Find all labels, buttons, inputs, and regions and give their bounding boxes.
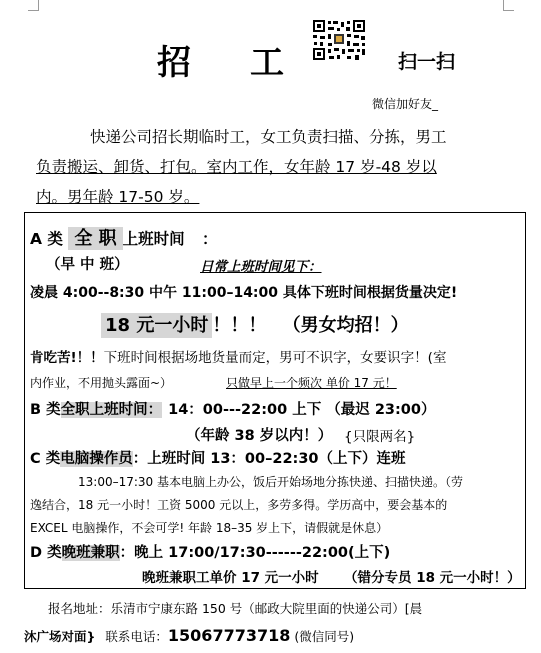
phone-note: (微信同号) [294, 629, 355, 644]
category-c-type: C 类 [30, 451, 61, 467]
phone-number[interactable]: 15067773718 [167, 626, 291, 645]
signup-address-continued: 沐广场对面} [24, 629, 96, 644]
page-corner-mark [503, 0, 514, 11]
category-c-time: ：上班时间 13：00–22:30（上下）连班 [132, 451, 406, 467]
category-a-shift: （早 中 班） [46, 257, 129, 273]
category-b-age: （年龄 38 岁以内！） [186, 428, 333, 444]
category-b-limit: {只限两名} [344, 429, 416, 445]
category-b-label: 全职上班时间： [60, 402, 163, 418]
title-char-2: 工 [250, 43, 286, 83]
category-d-line [30, 541, 390, 562]
category-a-gender: （男女均招！） [282, 315, 409, 336]
category-a-schedule-note: 日常上班时间见下： [200, 259, 322, 275]
category-c-role: 电脑操作员 [60, 451, 133, 467]
contact-line [24, 626, 354, 645]
category-a-pay: 18 元一小时 [101, 313, 212, 338]
intro-line-1: 快递公司招长期临时工，女工负责扫描、分拣，男工 [90, 128, 447, 146]
category-d-rate: 晚班兼职工单价 17 元一小时 [142, 570, 319, 586]
category-a-pay-line [101, 311, 409, 337]
intro-line-2-text: 负责搬运、卸货、打包。室内工作，女年龄 17 岁-48 岁以 [36, 158, 437, 176]
intro-line-2 [36, 152, 437, 182]
phone-label: 联系电话： [105, 629, 168, 644]
wechat-add-friend-note: 微信加好友_ [372, 97, 439, 111]
category-a-fulltime: 全 职 [68, 227, 122, 250]
signup-address: 报名地址：乐清市宁康东路 150 号（邮政大院里面的快递公司）[晨 [48, 601, 423, 616]
scan-label: 扫一扫 [398, 51, 456, 73]
category-a-colon: ： [202, 230, 218, 248]
category-a-detail-line-1 [30, 346, 446, 366]
category-b-line [30, 398, 435, 419]
category-c-line [30, 447, 406, 468]
category-b-type: B 类 [30, 402, 61, 418]
category-d-special: （错分专员 18 元一小时！） [344, 570, 521, 586]
category-a-hardwork: 肯吃苦!！！ [30, 350, 104, 366]
category-b-hours: 14：00---22:00 上下 （最迟 23:00） [168, 402, 436, 418]
page-corner-mark [28, 0, 39, 11]
category-d-time: ：晚上 17:00/17:30------22:00(上下) [119, 545, 391, 561]
category-d-type: D 类 [30, 545, 62, 561]
title-char-1: 招 [157, 43, 193, 83]
category-d-role: 晚班兼职 [61, 545, 120, 561]
category-a-work-time-label: 上班时间 [122, 230, 185, 248]
intro-line-3 [36, 182, 199, 212]
category-a-pay-exclaim: ！！！ [212, 315, 267, 336]
wechat-qr-code[interactable] [311, 18, 367, 62]
category-c-line-3: EXCEL 电脑操作，不会可学! 年龄 18–35 岁上下，请假就是休息） [30, 521, 389, 535]
category-c-line-1: 13:00–17:30 基本电脑上办公，饭后开始场地分拣快递、扫描快递。（劳 [78, 475, 463, 489]
category-c-line-2: 逸结合，18 元一小时！工资 5000 元以上，多劳多得。学历高中，要会基本的 [30, 498, 448, 512]
category-a-line [30, 224, 218, 250]
category-a-type: A 类 [30, 230, 63, 248]
category-a-detail-1: 下班时间根据场地货量而定，男可不识字，女要识字！(室 [103, 350, 447, 366]
category-a-note-early: 只做早上一个频次 单价 17 元！ [226, 376, 397, 390]
category-a-hours: 凌晨 4:00--8:30 中午 11:00–14:00 具体下班时间根据货量决定! [30, 285, 458, 301]
intro-line-3-text: 内。男年龄 17-50 岁。 [36, 188, 200, 206]
category-a-detail-2: 内作业，不用抛头露面~） [30, 376, 173, 390]
